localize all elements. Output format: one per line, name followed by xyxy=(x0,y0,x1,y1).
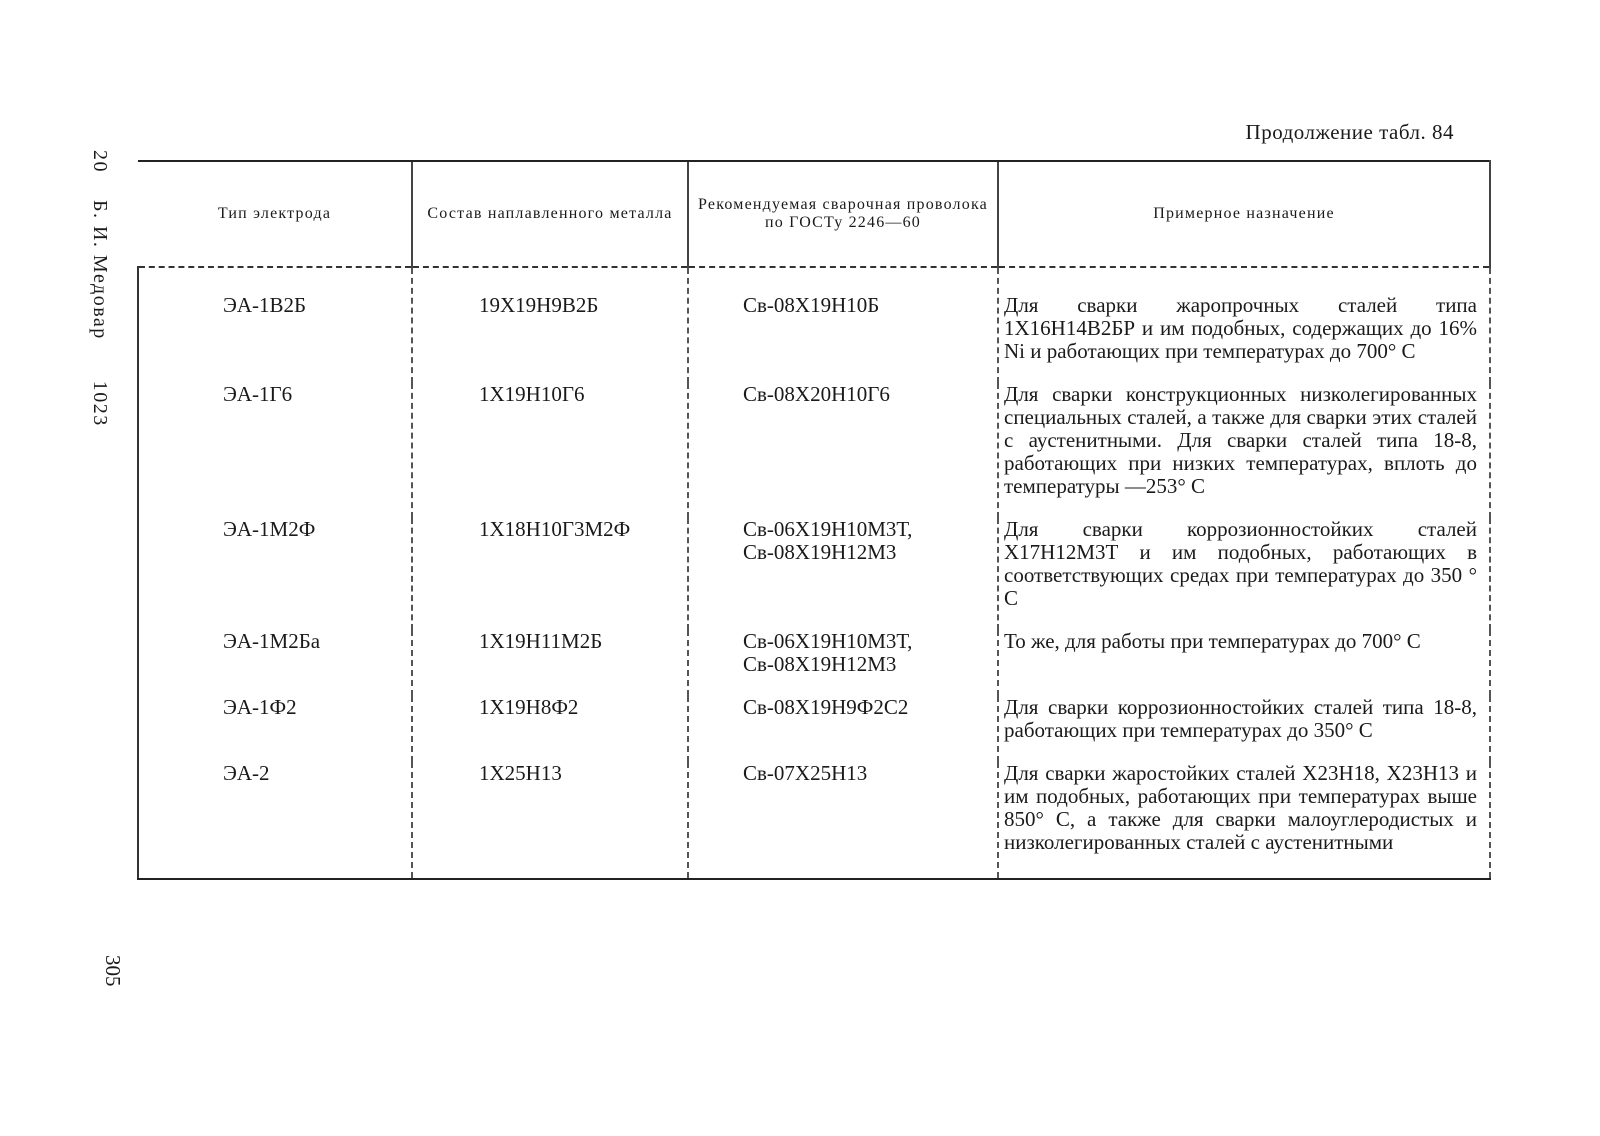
header-deposit-composition: Состав наплавленного металла xyxy=(412,161,688,267)
cell-electrode-type: ЭА-2 xyxy=(138,762,412,879)
cell-composition: 1Х19Н10Г6 xyxy=(412,383,688,518)
cell-composition: 19Х19Н9В2Б xyxy=(412,267,688,383)
table-row xyxy=(138,762,1490,879)
cell-purpose: То же, для работы при температурах до 700° С xyxy=(998,630,1490,696)
cell-purpose: Для сварки жаропрочных сталей типа 1Х16Н14В2БР и им подобных, содержащих до 16% Ni и работающих при температурах до 700° С xyxy=(998,267,1490,383)
table-header-row xyxy=(138,161,1490,267)
cell-purpose: Для сварки конструкционных низколегированных специальных сталей, а также для сварки этих сталей с аустенитными. Для сварки сталей типа 18-8, работающих при низких температурах, вплоть до температуры —253° С xyxy=(998,383,1490,518)
cell-electrode-type: ЭА-1М2Ф xyxy=(138,518,412,630)
electrode-table xyxy=(137,160,1491,880)
cell-electrode-type: ЭА-1Г6 xyxy=(138,383,412,518)
cell-electrode-type: ЭА-1В2Б xyxy=(138,267,412,383)
running-header xyxy=(88,150,111,427)
cell-composition: 1Х19Н11М2Б xyxy=(412,630,688,696)
cell-wire: Св-06Х19Н10М3Т, Св-08Х19Н12М3 xyxy=(688,518,998,630)
cell-wire: Св-08Х20Н10Г6 xyxy=(688,383,998,518)
book-code: 1023 xyxy=(89,380,111,427)
table-caption: Продолжение табл. 84 xyxy=(1245,120,1454,144)
table-row xyxy=(138,383,1490,518)
cell-composition: 1Х18Н10Г3М2Ф xyxy=(412,518,688,630)
cell-purpose: Для сварки коррозионностойких сталей типа 18-8, работающих при температурах до 350° С xyxy=(998,696,1490,762)
cell-wire: Св-07Х25Н13 xyxy=(688,762,998,879)
header-purpose: Примерное назначение xyxy=(998,161,1490,267)
table-row xyxy=(138,267,1490,383)
cell-purpose: Для сварки коррозионностойких сталей Х17Н12М3Т и им подобных, работающих в соответствующих средах при температурах до 350 ° С xyxy=(998,518,1490,630)
cell-composition: 1Х25Н13 xyxy=(412,762,688,879)
cell-wire: Св-06Х19Н10М3Т, Св-08Х19Н12М3 xyxy=(688,630,998,696)
cell-wire: Св-08Х19Н10Б xyxy=(688,267,998,383)
cell-wire: Св-08Х19Н9Ф2С2 xyxy=(688,696,998,762)
page-number: 305 xyxy=(101,955,125,987)
table-row xyxy=(138,630,1490,696)
table-row xyxy=(138,696,1490,762)
author-name: Б. И. Медовар xyxy=(89,200,111,340)
cell-electrode-type: ЭА-1Ф2 xyxy=(138,696,412,762)
cell-composition: 1Х19Н8Ф2 xyxy=(412,696,688,762)
cell-electrode-type: ЭА-1М2Ба xyxy=(138,630,412,696)
header-electrode-type: Тип электрода xyxy=(138,161,412,267)
table-row xyxy=(138,518,1490,630)
page-index: 20 xyxy=(89,150,111,173)
header-recommended-wire: Рекомендуемая сварочная проволока по ГОСТу 2246—60 xyxy=(688,161,998,267)
cell-purpose: Для сварки жаростойких сталей Х23Н18, Х23Н13 и им подобных, работающих при температурах выше 850° С, а также для сварки малоуглеродистых и низколегированных сталей с аустенитными xyxy=(998,762,1490,879)
